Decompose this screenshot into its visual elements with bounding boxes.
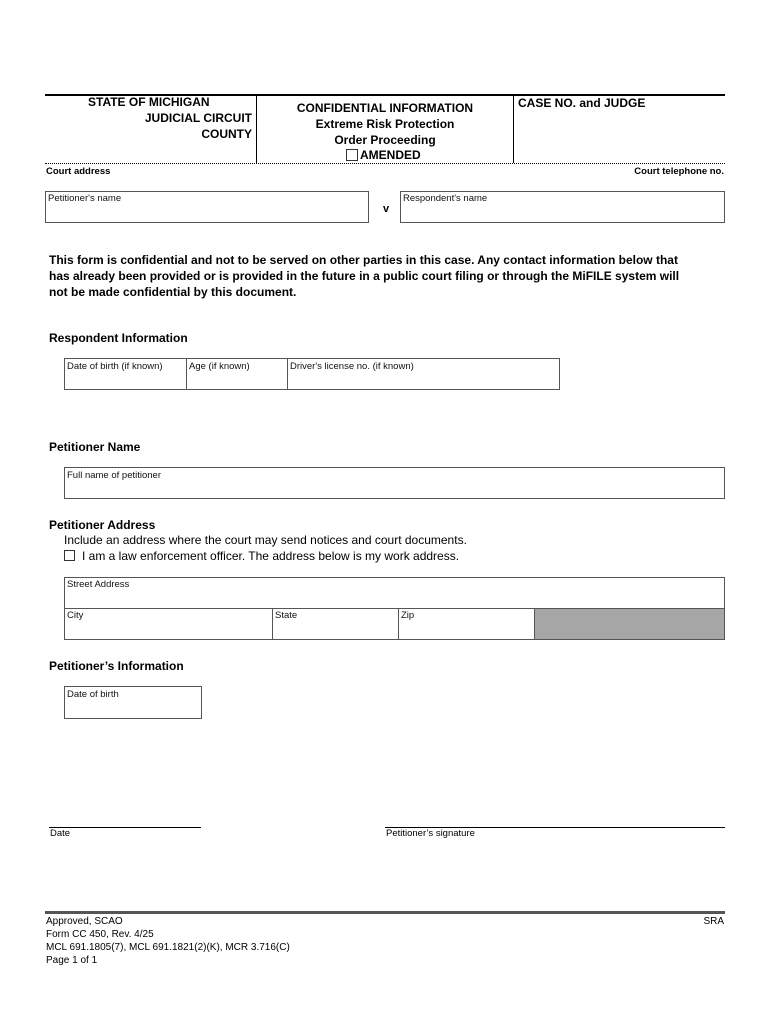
state-field[interactable]: [272, 608, 399, 640]
respondent-license-field[interactable]: [287, 358, 560, 390]
petitioner-dob-field[interactable]: [64, 686, 202, 719]
footer-page: Page 1 of 1: [46, 955, 98, 966]
petitioner-full-name-field[interactable]: [64, 467, 725, 499]
header-divider-right: [513, 95, 514, 163]
respondent-name-label: Respondent's name: [403, 193, 488, 204]
form-title: CONFIDENTIAL INFORMATION: [296, 101, 474, 115]
judicial-circuit-label: JUDICIAL CIRCUIT: [144, 111, 252, 125]
street-address-label: Street Address: [67, 579, 130, 590]
court-telephone-label: Court telephone no.: [634, 166, 724, 177]
amended-checkbox[interactable]: [346, 149, 358, 161]
confidential-notice-line-3: not be made confidential by this document.: [49, 285, 297, 299]
petitioner-name-heading: Petitioner Name: [49, 440, 141, 454]
header-bottom-rule: [45, 163, 725, 164]
respondent-dob-label: Date of birth (if known): [67, 361, 163, 372]
petitioner-address-instruction: Include an address where the court may send notices and court documents.: [64, 533, 467, 547]
law-enforcement-label: I am a law enforcement officer. The address below is my work address.: [82, 549, 460, 563]
city-label: City: [67, 610, 84, 621]
footer-rule: [45, 911, 725, 914]
footer-form-number: Form CC 450, Rev. 4/25: [46, 929, 154, 940]
date-label: Date: [50, 828, 71, 839]
respondent-age-label: Age (if known): [189, 361, 250, 372]
shaded-address-cell: [534, 608, 725, 640]
footer-code: SRA: [703, 916, 724, 927]
respondent-license-label: Driver's license no. (if known): [290, 361, 414, 372]
zip-label: Zip: [401, 610, 415, 621]
petitioner-info-heading: Petitioner’s Information: [49, 659, 184, 673]
law-enforcement-checkbox[interactable]: [64, 550, 75, 561]
zip-field[interactable]: [398, 608, 535, 640]
respondent-info-heading: Respondent Information: [49, 331, 188, 345]
petitioner-name-field[interactable]: [45, 191, 369, 223]
court-address-label: Court address: [46, 166, 111, 177]
petitioner-address-heading: Petitioner Address: [49, 518, 156, 532]
respondent-dob-field[interactable]: [64, 358, 187, 390]
petitioner-name-label: Petitioner's name: [48, 193, 122, 204]
footer-statutes: MCL 691.1805(7), MCL 691.1821(2)(K), MCR 3.716(C): [46, 942, 290, 953]
date-signature-line[interactable]: [49, 827, 201, 828]
city-field[interactable]: [64, 608, 273, 640]
petitioner-signature-label: Petitioner’s signature: [386, 828, 475, 839]
state-label: State: [275, 610, 298, 621]
petitioner-dob-label: Date of birth: [67, 689, 119, 700]
case-no-label: CASE NO. and JUDGE: [518, 96, 646, 110]
street-address-field[interactable]: [64, 577, 725, 609]
footer-approved: Approved, SCAO: [46, 916, 123, 927]
state-label: STATE OF MICHIGAN: [88, 95, 210, 109]
respondent-name-field[interactable]: [400, 191, 725, 223]
form-subtitle-1: Extreme Risk Protection: [315, 117, 455, 131]
confidential-notice-line-2: has already been provided or is provided in the future in a public court filing or through the MiFILE system will: [49, 269, 680, 283]
petitioner-full-name-label: Full name of petitioner: [67, 470, 161, 481]
versus-label: v: [383, 203, 390, 215]
amended-label: AMENDED: [360, 148, 421, 162]
form-subtitle-2: Order Proceeding: [334, 133, 436, 147]
respondent-age-field[interactable]: [186, 358, 288, 390]
county-label: COUNTY: [201, 127, 252, 141]
confidential-notice-line-1: This form is confidential and not to be served on other parties in this case. Any contact information below that: [49, 253, 678, 267]
